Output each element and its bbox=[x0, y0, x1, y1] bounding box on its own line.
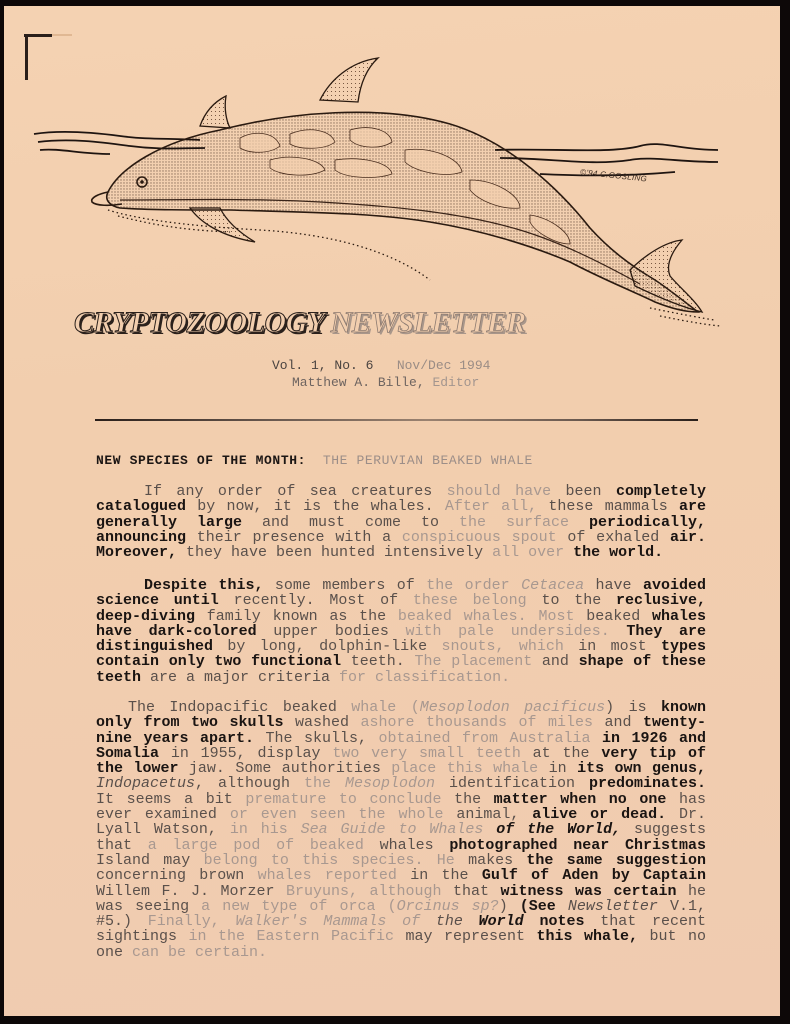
text-run: whales have dark-colored bbox=[96, 607, 707, 640]
article-paragraph-2 bbox=[96, 578, 706, 685]
text-run: Despite this, bbox=[144, 577, 275, 594]
header-divider bbox=[95, 419, 698, 421]
text-run: in the Eastern Pacific bbox=[188, 928, 406, 946]
text-run: twenty-nine years apart. bbox=[96, 714, 706, 747]
masthead-title bbox=[74, 306, 526, 340]
text-run: to the bbox=[541, 592, 616, 610]
text-run: he was seeing bbox=[96, 882, 707, 915]
issue-date: Nov/Dec 1994 bbox=[396, 358, 491, 373]
text-run: suggests that bbox=[96, 821, 706, 854]
whale-illustration bbox=[30, 50, 730, 340]
text-run: reclusive, deep-diving bbox=[96, 592, 706, 625]
text-run: types contain only two functional bbox=[96, 638, 706, 671]
text-run: this whale, bbox=[536, 928, 650, 946]
text-run: conspicuous spout bbox=[401, 528, 568, 546]
text-run: World bbox=[478, 913, 524, 931]
text-run: premature to conclude bbox=[245, 790, 455, 808]
text-run: by long, dolphin-like bbox=[227, 638, 442, 656]
text-run: are a major criteria bbox=[150, 668, 340, 686]
text-run: in bbox=[548, 760, 578, 778]
text-run: in 1955, display bbox=[170, 744, 333, 762]
text-run: the bbox=[435, 913, 479, 931]
text-run: the same suggestion bbox=[526, 851, 706, 869]
text-run: It seems a bit bbox=[96, 790, 246, 808]
text-run: the order bbox=[426, 577, 522, 594]
text-run: the world. bbox=[573, 544, 664, 562]
text-run: they have been hunted intensively bbox=[186, 544, 493, 562]
article-paragraph-3 bbox=[96, 700, 706, 960]
text-run: has ever examined bbox=[96, 790, 706, 824]
text-run: whales bbox=[379, 836, 450, 854]
masthead-word-newsletter: NEWSLETTER bbox=[330, 306, 526, 339]
corner-mark-horizontal-faded bbox=[52, 34, 72, 36]
text-run: shape of these teeth bbox=[96, 653, 707, 686]
text-run: in the bbox=[410, 867, 482, 885]
heading-subject: THE PERUVIAN BEAKED WHALE bbox=[322, 453, 533, 468]
text-run: can be certain. bbox=[132, 943, 268, 961]
text-run: witness was certain bbox=[500, 882, 688, 900]
text-run: If any order of sea creatures bbox=[144, 483, 447, 500]
text-run: for classification. bbox=[339, 668, 511, 686]
text-run: matter when no one bbox=[493, 790, 679, 808]
text-run: whales reported bbox=[257, 867, 411, 885]
text-run: , although bbox=[195, 775, 304, 793]
text-run: identification bbox=[435, 775, 589, 793]
text-run: recently. Most of bbox=[233, 592, 413, 610]
text-run: are generally large bbox=[96, 498, 706, 531]
heading-prefix: NEW SPECIES OF THE MONTH: bbox=[96, 453, 307, 468]
text-run: Finally, bbox=[147, 913, 236, 931]
text-run: beaked bbox=[586, 607, 652, 625]
text-run: After all, bbox=[444, 498, 549, 516]
text-run: place this whale bbox=[391, 760, 549, 778]
text-run: with pale undersides. bbox=[405, 622, 627, 640]
text-run: and bbox=[604, 714, 643, 732]
text-run: Sea Guide to Whales bbox=[300, 821, 484, 839]
text-run: some members of bbox=[274, 577, 427, 594]
text-run: Island may bbox=[96, 851, 204, 869]
text-run: Cetacea bbox=[521, 577, 585, 594]
editor-name: Matthew A. Bille, bbox=[292, 375, 425, 390]
text-run: The placement bbox=[414, 653, 542, 671]
text-run: should have bbox=[446, 483, 566, 500]
text-run: its own genus, bbox=[577, 760, 706, 778]
text-run: Willem F. J. Morzer bbox=[96, 882, 286, 900]
text-run: completely catalogued bbox=[96, 483, 706, 516]
article-heading bbox=[96, 453, 533, 468]
text-run: periodically, announcing bbox=[96, 513, 706, 546]
paragraph-text bbox=[96, 700, 706, 960]
text-run: Orcinus sp? bbox=[396, 897, 499, 915]
text-run: known only from two skulls bbox=[96, 699, 707, 732]
text-run: Indopacetus bbox=[96, 775, 196, 793]
text-run: a new type of orca ( bbox=[201, 897, 397, 915]
text-run: at the bbox=[532, 744, 602, 762]
text-run: very tip of the lower bbox=[96, 744, 706, 778]
text-run: in most bbox=[578, 638, 661, 656]
editor-info bbox=[292, 375, 479, 390]
text-run: but no one bbox=[96, 928, 706, 961]
text-run: animal, bbox=[456, 806, 533, 824]
text-run: in 1926 and Somalia bbox=[96, 729, 706, 762]
text-run: family known as the bbox=[206, 607, 398, 625]
text-run: photographed near Christmas bbox=[449, 836, 706, 854]
text-run: the bbox=[304, 775, 345, 793]
paragraph-text bbox=[96, 578, 706, 685]
text-run: obtained from Australia bbox=[378, 729, 602, 747]
text-run: these belong bbox=[412, 592, 542, 610]
text-run: The skulls, bbox=[265, 729, 379, 747]
text-run: of exhaled bbox=[567, 528, 670, 546]
text-run: that bbox=[453, 882, 501, 900]
text-run: these mammals bbox=[548, 498, 679, 516]
text-run: Mesoplodon bbox=[344, 775, 435, 793]
newsletter-page bbox=[4, 6, 780, 1016]
text-run: ) bbox=[498, 897, 520, 915]
text-run: a large pod of beaked bbox=[147, 836, 380, 854]
text-run: Dr. Lyall Watson, bbox=[96, 806, 706, 839]
text-run: upper bodies bbox=[273, 622, 406, 640]
text-run: (See bbox=[519, 897, 568, 915]
masthead-word-cryptozoology: CRYPTOZOOLOGY bbox=[74, 306, 324, 339]
paragraph-text bbox=[96, 484, 706, 560]
text-run: been bbox=[565, 483, 616, 500]
text-run: snouts, which bbox=[441, 638, 579, 656]
text-run: whale ( bbox=[351, 699, 420, 716]
text-run: two very small teeth bbox=[332, 744, 533, 762]
text-run: The Indopacific beaked bbox=[128, 699, 352, 716]
text-run: avoided science until bbox=[96, 577, 707, 610]
text-run: their presence with a bbox=[196, 528, 402, 546]
text-run: V.1, #5.) bbox=[96, 897, 706, 931]
text-run: and bbox=[541, 653, 579, 671]
text-run: beaked whales. Most bbox=[397, 607, 587, 625]
text-run: teeth. bbox=[350, 653, 415, 671]
whale-pupil bbox=[140, 180, 144, 184]
text-run: Mesoplodon pacificus bbox=[419, 699, 606, 716]
text-run: that recent sightings bbox=[96, 913, 707, 946]
issue-info bbox=[272, 358, 490, 373]
text-run: concerning brown bbox=[96, 867, 258, 885]
flipper bbox=[190, 208, 255, 242]
text-run: in his bbox=[229, 821, 301, 839]
text-run: belong to this species. He bbox=[203, 851, 469, 869]
text-run: notes bbox=[523, 913, 601, 931]
article-paragraph-1 bbox=[96, 484, 706, 560]
text-run: the surface bbox=[458, 513, 589, 531]
text-run: washed bbox=[294, 714, 361, 732]
text-run: jaw. Some authorities bbox=[188, 760, 392, 778]
corner-mark-vertical bbox=[25, 34, 28, 80]
text-run: have bbox=[584, 577, 643, 594]
text-run: alive or dead. bbox=[532, 806, 679, 824]
text-run: and must come to bbox=[262, 513, 459, 531]
text-run: Bruyuns, although bbox=[285, 882, 453, 900]
text-run: by now, it is the whales. bbox=[197, 498, 445, 516]
text-run: predominates. bbox=[588, 775, 706, 793]
text-run: or even seen the whole bbox=[229, 806, 457, 824]
volume-number: Vol. 1, No. 6 bbox=[272, 358, 374, 373]
editor-role: Editor bbox=[432, 375, 480, 390]
text-run: makes bbox=[468, 851, 527, 869]
artist-credit: ©'94 C.GOSLING bbox=[579, 167, 648, 184]
text-run: the bbox=[454, 790, 494, 808]
text-run: Gulf of Aden by Captain bbox=[481, 867, 706, 885]
text-run: Newsletter bbox=[567, 897, 658, 915]
text-run: may represent bbox=[405, 928, 537, 946]
text-run: of the World, bbox=[496, 821, 622, 839]
small-fin bbox=[200, 96, 230, 128]
text-run: They are distinguished bbox=[96, 622, 706, 656]
text-run: Walker's Mammals of bbox=[235, 913, 436, 931]
dorsal-fin bbox=[320, 58, 378, 102]
text-run: all over bbox=[492, 544, 574, 562]
text-run: ashore thousands of miles bbox=[360, 714, 605, 732]
corner-mark-horizontal bbox=[24, 34, 52, 37]
text-run: ) is bbox=[605, 699, 661, 716]
text-run: air. Moreover, bbox=[96, 528, 706, 562]
